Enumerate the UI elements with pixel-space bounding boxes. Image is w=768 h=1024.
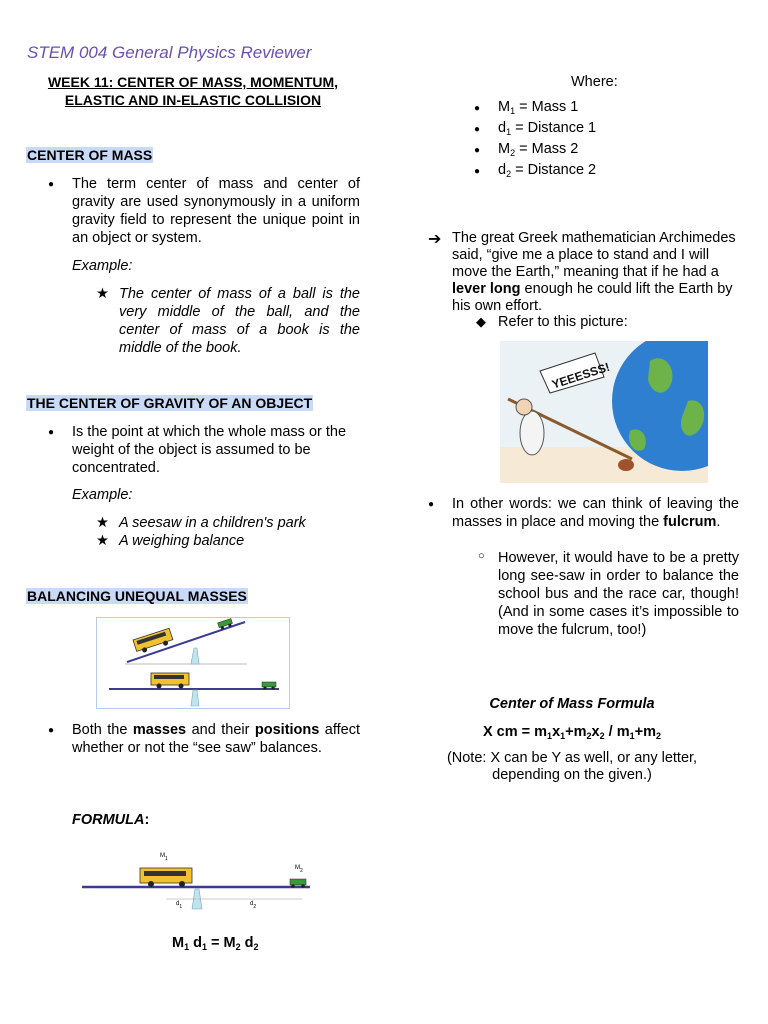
circle-bullet-icon: ○ (478, 550, 485, 562)
document-title: STEM 004 General Physics Reviewer (27, 43, 312, 62)
where-item: ● $M_1$ = Mass 1 (498, 99, 596, 120)
balancing-heading-text: BALANCING UNEQUAL MASSES (27, 588, 247, 604)
diagram-m1-label: $M_1$ (160, 853, 168, 862)
example-star-1 (96, 285, 360, 357)
both-post: affect whether or not the “see saw” balances. (72, 722, 360, 756)
bus-icon-top (133, 628, 174, 654)
masses-bold: masses (132, 722, 187, 738)
cartoon-speech-text: YEEESSS! (550, 359, 612, 392)
fulcrum-bottom (191, 690, 199, 706)
bus-icon (140, 868, 192, 887)
diagram-m2-label: $M_2$ (295, 865, 303, 874)
archimedes-pre: The great Greek mathematician Archimedes said, “give me a place to stand and I will move the Earth,” meaning that if he had a (452, 230, 736, 280)
diamond-icon: ◆ (476, 314, 486, 329)
refer-text: Refer to this picture: (498, 314, 628, 330)
lever-long-bold: lever long (452, 281, 521, 297)
positions-bold: positions (254, 722, 320, 738)
where-item: ● $d_2$ = Distance 2 (498, 162, 596, 183)
star-icon: ★ (96, 515, 109, 531)
center-of-gravity-bullet: ● Is the point at which the whole mass or the weight of the object is assumed to be concentrated. (72, 423, 360, 477)
com-formula: X cm = $m_1x_1+m_2x_2 / m_1+m_2$ (482, 724, 662, 741)
lever-fulcrum-rock (618, 459, 634, 471)
archimedes-paragraph (452, 230, 742, 315)
example-star-2b-text: A weighing balance (119, 533, 245, 549)
center-of-mass-bullet: ● The term center of mass and center of gravity are used synonymously in a uniform gravity field to represent the unique point in an object or system. (72, 175, 360, 247)
diagram-d2-label: $d_2$ (250, 901, 257, 910)
center-of-mass-heading (26, 147, 153, 164)
other-post: . (716, 514, 721, 530)
fulcrum-bold: fulcrum (663, 514, 717, 530)
where-list (498, 99, 596, 183)
where-item: ● $M_2$ = Mass 2 (498, 141, 596, 162)
seesaw-illustration (97, 618, 289, 708)
example-star-1-text: The center of mass of a ball is the very middle of the ball, and the center of mass of a book is the middle of the book. (119, 286, 360, 356)
however-paragraph: However, it would have to be a pretty long see-saw in order to balance the school bus and the race car, though! (And in some cases it’s impossible to move the fulcrum, too!) (498, 550, 739, 638)
center-of-gravity-heading (26, 395, 313, 412)
example-star-2b (96, 532, 360, 550)
week-heading (26, 73, 360, 109)
example-label-2: Example: (72, 487, 133, 503)
both-pre: Both the (72, 722, 133, 738)
fulcrum-top (191, 648, 199, 664)
center-of-gravity-heading-text: THE CENTER OF GRAVITY OF AN OBJECT (27, 395, 313, 411)
example-star-2a-text: A seesaw in a children's park (119, 515, 306, 531)
both-mid: and their (186, 722, 255, 738)
formula-colon: : (144, 812, 150, 828)
week-heading-line1: WEEK 11: CENTER OF MASS, MOMENTUM, (47, 74, 339, 90)
archimedes-post: enough he could lift the Earth by his own effort. (452, 281, 733, 314)
other-words-bullet (452, 495, 739, 531)
lever-diagram (76, 845, 326, 917)
com-formula-title: Center of Mass Formula (489, 696, 655, 712)
where-label: Where: (571, 74, 618, 90)
where-item: ● $d_1$ = Distance 1 (498, 120, 596, 141)
other-pre: In other words: we can think of leaving the masses in place and moving the (452, 496, 739, 530)
center-of-mass-heading-text: CENTER OF MASS (27, 147, 153, 163)
formula-equation: $M_1$ $d_1 = M_2$ $d_2$ (172, 935, 259, 952)
balancing-heading (26, 588, 248, 605)
week-heading-line2: ELASTIC AND IN-ELASTIC COLLISION (64, 92, 322, 108)
seesaw-picture (96, 617, 290, 709)
example-label-1: Example: (72, 258, 133, 274)
bus-icon-bottom (151, 673, 189, 689)
star-icon: ★ (96, 533, 109, 549)
cartoon-illustration (500, 341, 708, 483)
formula-diagram (76, 845, 326, 917)
formula-label (72, 812, 149, 828)
formula-label-text: FORMULA (72, 812, 145, 828)
formula-note: (Note: X can be Y as well, or any letter, depending on the given.) (446, 750, 698, 783)
diagram-d1-label: $d_1$ (176, 901, 183, 910)
arrow-right-icon: ➔ (428, 231, 442, 248)
archimedes-cartoon (500, 341, 708, 483)
star-icon: ★ (96, 286, 109, 302)
archimedes-figure (520, 411, 544, 455)
masses-positions-bullet (72, 721, 360, 757)
example-star-2a (96, 514, 360, 532)
